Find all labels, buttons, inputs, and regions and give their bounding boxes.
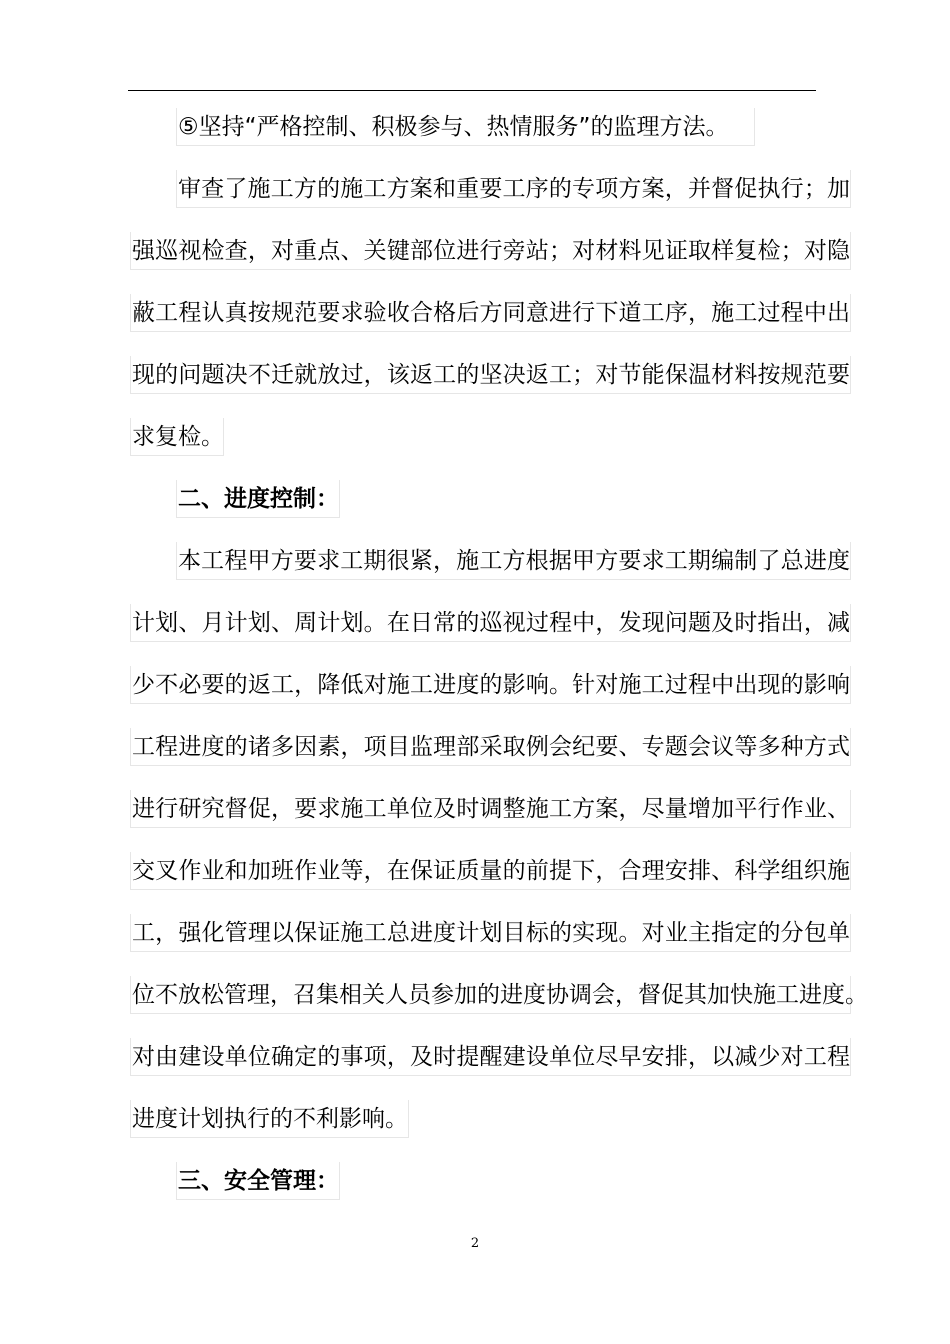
paragraph-line: 审查了施工方的施工方案和重要工序的专项方案，并督促执行；加 [176, 170, 851, 208]
method-item-5-text: ⑤坚持“严格控制、积极参与、热情服务”的监理方法。 [176, 108, 755, 146]
paragraph-line: 位不放松管理，召集相关人员参加的进度协调会，督促其加快施工进度。 [130, 976, 851, 1014]
paragraph-line: 现的问题决不迁就放过，该返工的坚决返工；对节能保温材料按规范要 [130, 356, 851, 394]
header-rule [128, 90, 816, 91]
paragraph-line: 强巡视检查，对重点、关键部位进行旁站；对材料见证取样复检；对隐 [130, 232, 851, 270]
paragraph-line: 工，强化管理以保证施工总进度计划目标的实现。对业主指定的分包单 [130, 914, 851, 952]
paragraph-line: 蔽工程认真按规范要求验收合格后方同意进行下道工序，施工过程中出 [130, 294, 851, 332]
page-number: 2 [470, 1236, 480, 1251]
section-heading-safety-management: 三、安全管理： [176, 1162, 340, 1200]
paragraph-line: 求复检。 [130, 418, 224, 456]
paragraph-line: 进度计划执行的不利影响。 [130, 1100, 409, 1138]
paragraph-line: 交叉作业和加班作业等，在保证质量的前提下，合理安排、科学组织施 [130, 852, 851, 890]
paragraph-line: 进行研究督促，要求施工单位及时调整施工方案，尽量增加平行作业、 [130, 790, 851, 828]
paragraph-line: 少不必要的返工，降低对施工进度的影响。针对施工过程中出现的影响 [130, 666, 851, 704]
paragraph-line: 计划、月计划、周计划。在日常的巡视过程中，发现问题及时指出，减 [130, 604, 851, 642]
paragraph-line: 对由建设单位确定的事项，及时提醒建设单位尽早安排，以减少对工程 [130, 1038, 851, 1076]
paragraph-line: 工程进度的诸多因素，项目监理部采取例会纪要、专题会议等多种方式 [130, 728, 851, 766]
paragraph-line: 本工程甲方要求工期很紧，施工方根据甲方要求工期编制了总进度 [176, 542, 851, 580]
section-heading-schedule-control: 二、进度控制： [176, 480, 340, 518]
